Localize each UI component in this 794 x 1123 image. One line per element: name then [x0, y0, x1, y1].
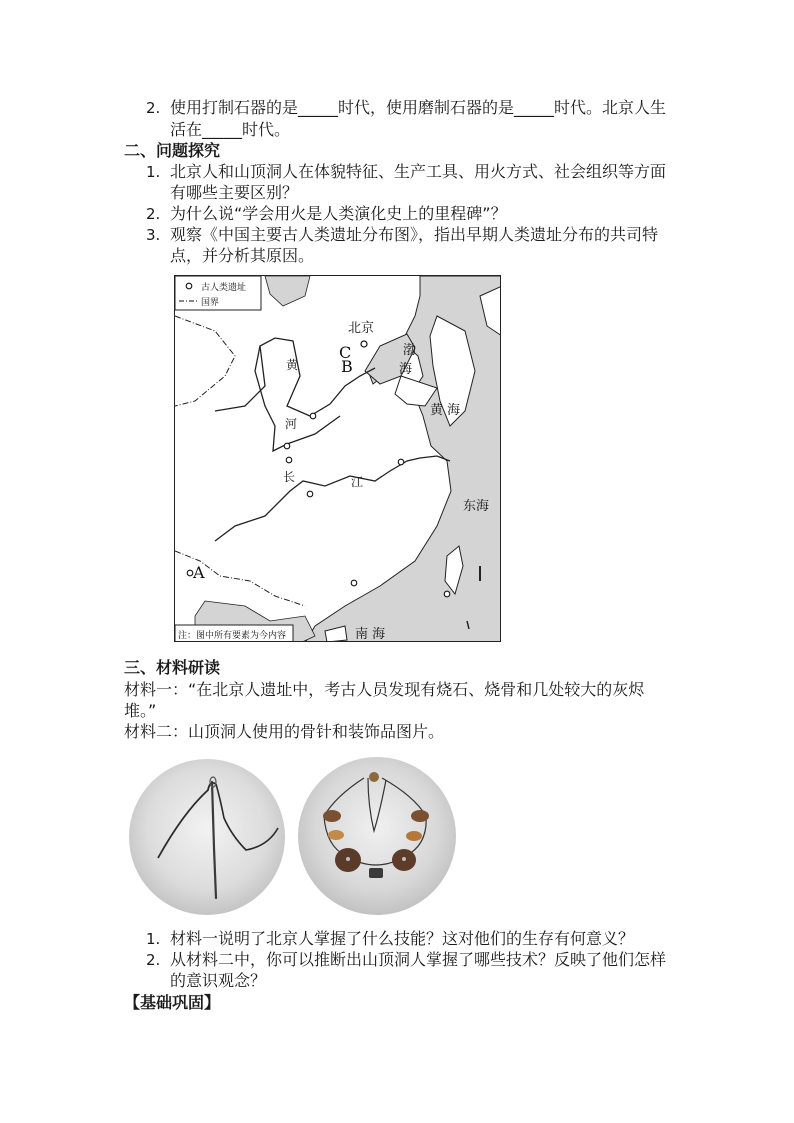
site-marker — [310, 413, 316, 419]
bead-top — [369, 772, 379, 782]
bead — [328, 830, 344, 840]
s3-item2-number: 2. — [146, 951, 161, 969]
label-changjiang-2: 江 — [351, 475, 364, 489]
s2-item3-line2: 点，并分析其原因。 — [170, 246, 315, 265]
legend-site-label: 古人类遗址 — [201, 283, 247, 293]
label-donghai: 东海 — [463, 499, 490, 514]
shell-hole — [346, 857, 350, 861]
label-nanhai: 南 海 — [355, 627, 386, 642]
label-b: B — [341, 357, 353, 376]
label-huanghe-2: 河 — [285, 417, 298, 431]
q2-number: 2. — [146, 99, 161, 117]
label-beijing: 北京 — [348, 321, 375, 336]
site-marker — [444, 591, 450, 597]
bead — [411, 810, 429, 822]
northern-neighbor-area — [265, 276, 310, 306]
q2-line1: 使用打制石器的是_____时代，使用磨制石器的是_____时代。北京人生 — [170, 98, 667, 117]
s3-item2-line1: 从材料二中，你可以推断出山顶洞人掌握了哪些技术？反映了他们怎样 — [170, 950, 667, 969]
bead — [406, 831, 422, 841]
bead — [323, 810, 341, 822]
site-marker-a — [187, 570, 193, 576]
label-c: C — [339, 343, 352, 362]
section-two-title: 二、问题探究 — [124, 141, 221, 160]
s2-item1-line2: 有哪些主要区别？ — [170, 183, 299, 202]
material1-line1: 材料一：“在北京人遗址中，考古人员发现有烧石、烧骨和几处较大的灰烬 — [124, 680, 645, 699]
s2-item3-line1: 观察《中国主要古人类遗址分布图》，指出早期人类遗址分布的共司特 — [170, 225, 659, 244]
s2-item3-number: 3. — [146, 226, 161, 244]
needle-photo-background — [129, 759, 285, 915]
section-three-title: 三、材料研读 — [124, 658, 221, 677]
legend-border-label: 国界 — [201, 298, 220, 308]
material2-line: 材料二：山顶洞人使用的骨针和装饰品图片。 — [124, 722, 445, 741]
legend-site-icon — [186, 283, 192, 289]
shell-hole — [402, 857, 406, 861]
sea-area — [305, 276, 501, 642]
label-a: A — [193, 563, 205, 582]
map-drawing — [175, 276, 501, 642]
s2-item2-line1: 为什么说“学会用火是人类演化史上的里程碑”？ — [170, 204, 507, 223]
s3-item1-line1: 材料一说明了北京人掌握了什么技能？这对他们的生存有何意义？ — [170, 929, 635, 948]
site-marker — [398, 459, 404, 465]
s3-item1-number: 1. — [146, 930, 161, 948]
yangtze-river — [215, 456, 450, 541]
ornament-photo — [296, 756, 458, 916]
label-huanghai: 黄 海 — [430, 403, 461, 418]
site-marker — [284, 443, 290, 449]
s3-item2-line2: 的意识观念？ — [170, 971, 267, 990]
material1-line2: 堆。” — [124, 701, 157, 720]
label-huanghe-1: 黄 — [286, 358, 299, 372]
border-line-west — [175, 316, 235, 406]
s2-item1-number: 1. — [146, 163, 161, 181]
s2-item1-line1: 北京人和山顶洞人在体貌特征、生产工具、用火方式、社会组织等方面 — [170, 162, 667, 181]
footer-title: 【基础巩固】 — [124, 993, 221, 1012]
site-marker — [351, 580, 357, 586]
site-marker — [286, 457, 292, 463]
s2-item2-number: 2. — [146, 205, 161, 223]
bone-needle-photo — [128, 758, 286, 916]
ancient-sites-map — [174, 275, 501, 642]
map-note: 注：图中所有要素为今内容 — [178, 631, 287, 641]
site-marker-beijing — [361, 341, 367, 347]
label-bohai-2: 海 — [399, 362, 413, 377]
stone-bead — [369, 868, 383, 878]
site-marker — [307, 491, 313, 497]
label-changjiang-1: 长 — [283, 470, 296, 484]
label-bohai-1: 渤 — [403, 343, 417, 358]
q2-line2: 活在_____时代。 — [170, 120, 291, 139]
